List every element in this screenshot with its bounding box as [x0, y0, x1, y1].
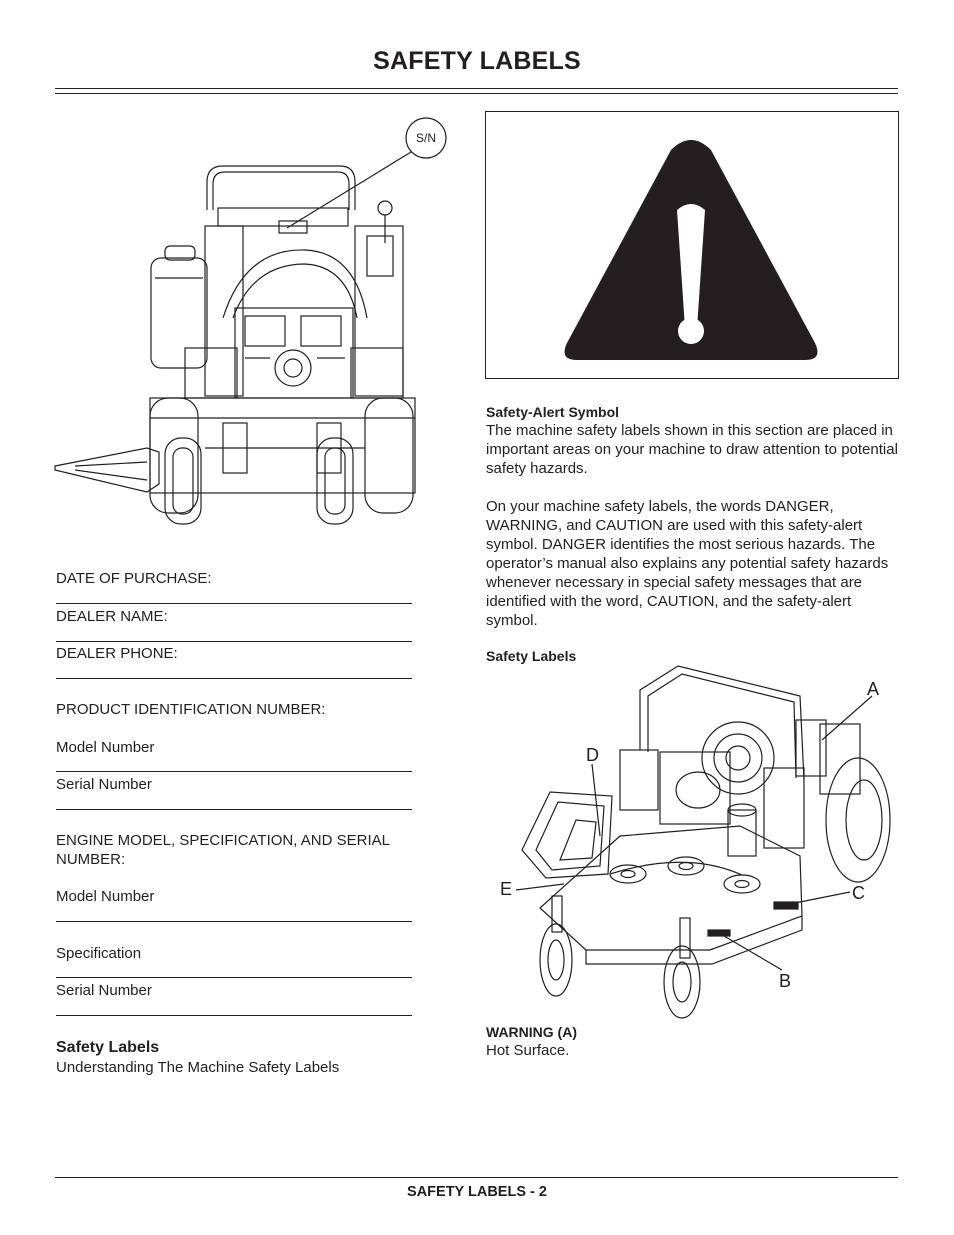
pin-label: PRODUCT IDENTIFICATION NUMBER: — [56, 701, 326, 718]
footer-rule — [55, 1177, 898, 1178]
callout-b: B — [779, 971, 792, 991]
dealer-name-blank[interactable] — [56, 641, 412, 642]
dealer-phone-label: DEALER PHONE: — [56, 645, 178, 662]
date-of-purchase-label: DATE OF PURCHASE: — [56, 570, 212, 587]
safety-labels-figure-heading: Safety Labels — [486, 648, 577, 664]
warning-text: Hot Surface. — [486, 1042, 570, 1059]
page-footer: SAFETY LABELS - 2 — [407, 1184, 547, 1200]
warning-title: WARNING (A) — [486, 1024, 577, 1040]
safety-alert-paragraph-2: On your machine safety labels, the words DANGER, WARNING, and CAUTION are used with this safety-alert symbol. DANGER identifies the most serious hazards. The operator’s manual also explains any potential safety hazards whenever necessary in special safety messages that are identified with the word, CAUTION, and the safety-alert symbol. — [486, 498, 889, 629]
date-of-purchase-blank[interactable] — [56, 603, 412, 604]
pin-model-blank[interactable] — [56, 771, 412, 772]
warning-triangle-icon — [561, 138, 821, 368]
callout-a: A — [867, 679, 880, 699]
safety-alert-paragraph-1: The machine safety labels shown in this section are placed in important areas on your machine to draw attention to potential safety hazards. — [486, 422, 898, 477]
sn-callout-label: S/N — [415, 131, 437, 145]
pin-model-label: Model Number — [56, 739, 155, 756]
engine-serial-label: Serial Number — [56, 982, 152, 999]
engine-spec-label: Specification — [56, 945, 142, 962]
engine-model-label: Model Number — [56, 888, 155, 905]
callout-e: E — [500, 879, 513, 899]
safety-labels-subtext: Understanding The Machine Safety Labels — [56, 1059, 340, 1076]
safety-labels-heading: Safety Labels — [56, 1039, 160, 1056]
dealer-name-label: DEALER NAME: — [56, 608, 168, 625]
safety-alert-symbol-box — [485, 111, 899, 379]
pin-serial-blank[interactable] — [56, 809, 412, 810]
dealer-phone-blank[interactable] — [56, 678, 412, 679]
engine-serial-blank[interactable] — [56, 1015, 412, 1016]
pin-serial-label: Serial Number — [56, 776, 152, 793]
engine-model-blank[interactable] — [56, 921, 412, 922]
header-rule-bottom — [55, 93, 898, 94]
mower-label-locations-illustration — [500, 660, 900, 1030]
engine-label: ENGINE MODEL, SPECIFICATION, AND SERIAL NUMBER: — [56, 832, 390, 868]
callout-d: D — [586, 745, 599, 765]
page-title: SAFETY LABELS — [373, 47, 581, 75]
engine-spec-blank[interactable] — [56, 977, 412, 978]
safety-alert-heading: Safety-Alert Symbol — [486, 404, 620, 420]
header-rule-top — [55, 88, 898, 89]
mower-rear-view-illustration — [55, 118, 455, 538]
callout-c: C — [852, 883, 865, 903]
